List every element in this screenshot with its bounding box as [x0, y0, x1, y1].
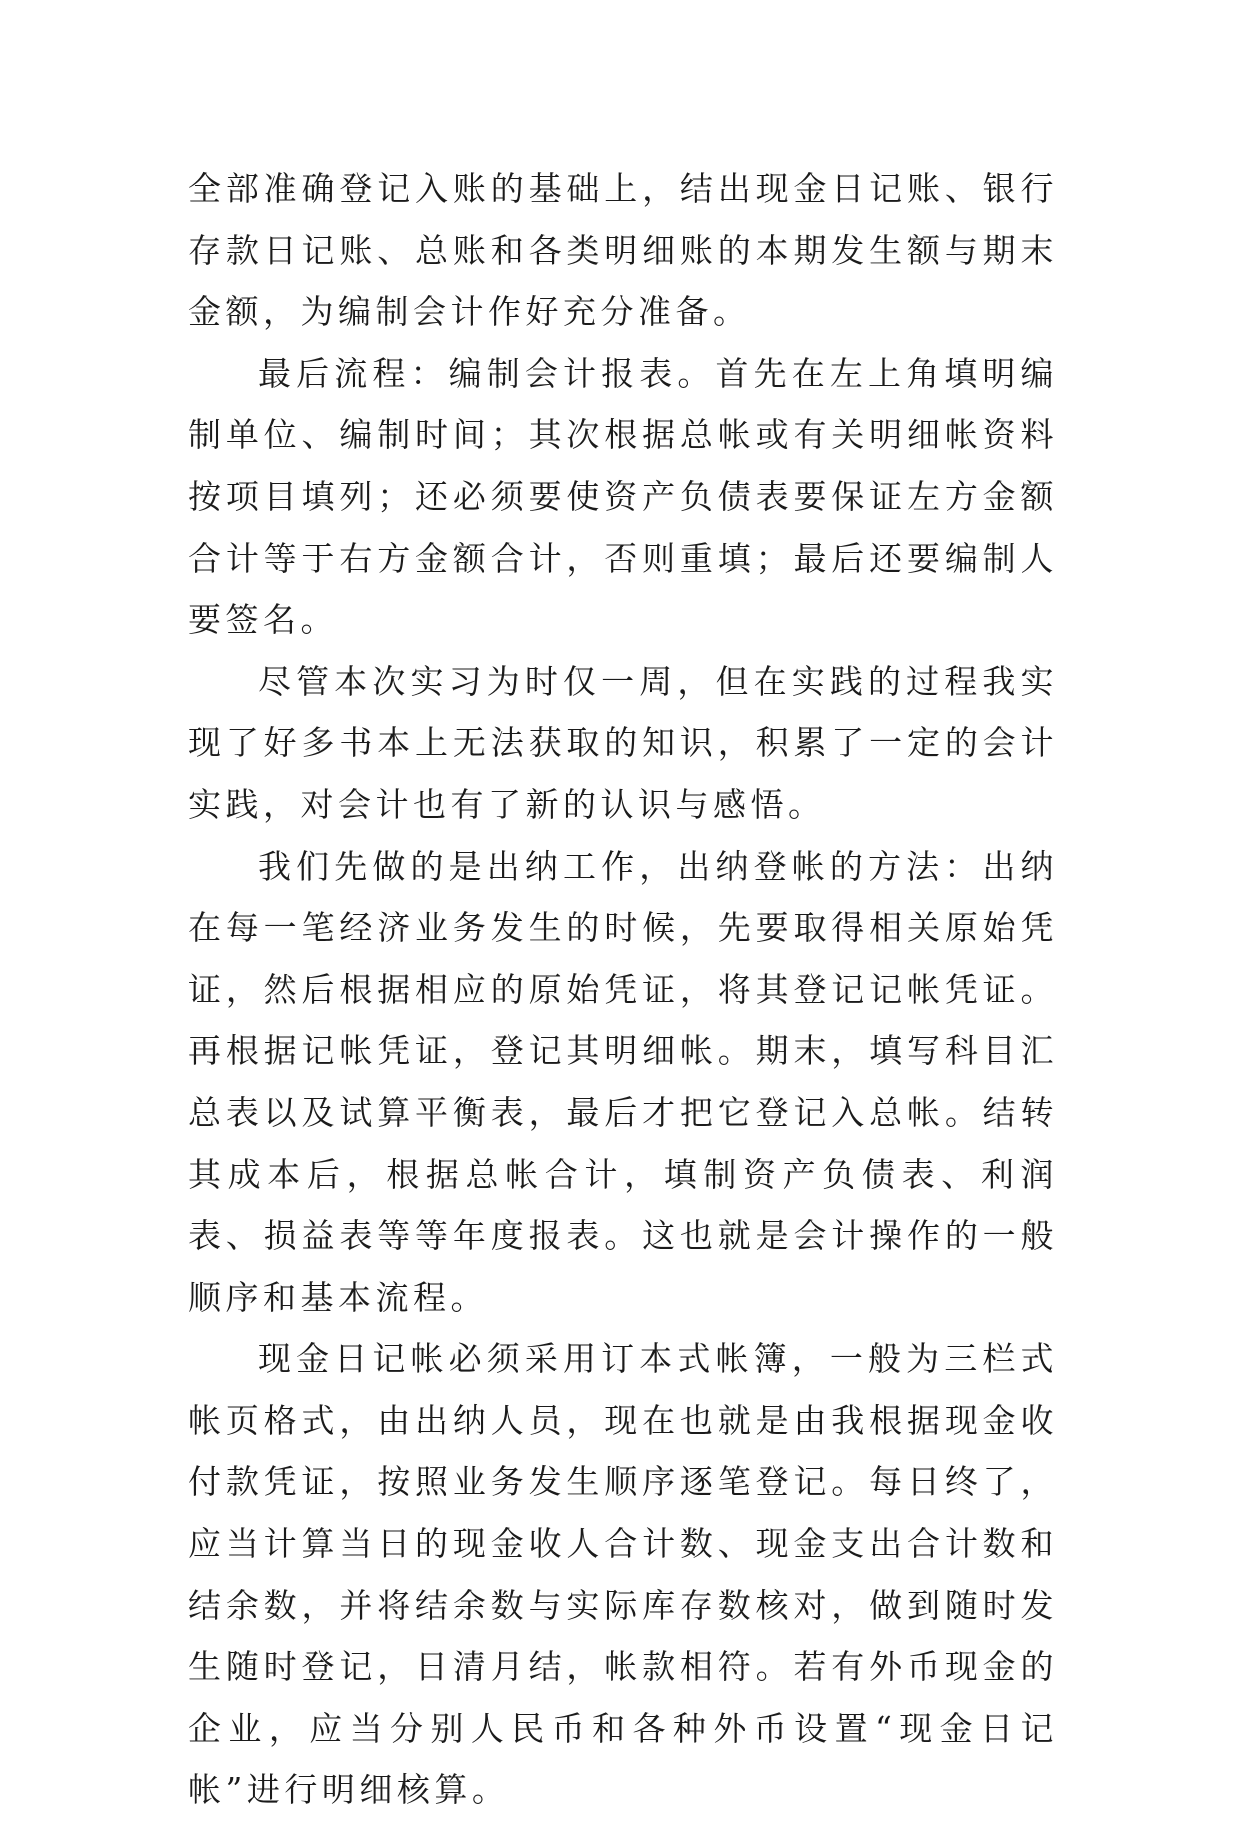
paragraph-4: 我们先做的是出纳工作，出纳登帐的方法：出纳在每一笔经济业务发生的时候，先要取得相关原始凭证，然后根据相应的原始凭证，将其登记记帐凭证。再根据记帐凭证，登记其明细帐。期末，填写科目汇总表以及试算平衡表，最后才把它登记入总帐。结转其成本后，根据总帐合计，填制资产负债表、利润表、损益表等等年度报表。这也就是会计操作的一般顺序和基本流程。 — [188, 846, 1058, 1317]
paragraph-1: 全部准确登记入账的基础上，结出现金日记账、银行存款日记账、总账和各类明细账的本期发生额与期末金额，为编制会计作好充分准备。 — [188, 169, 1058, 332]
paragraph-5: 现金日记帐必须采用订本式帐簿，一般为三栏式帐页格式，由出纳人员，现在也就是由我根据现金收付款凭证，按照业务发生顺序逐笔登记。每日终了，应当计算当日的现金收人合计数、现金支出合计数和结余数，并将结余数与实际库存数核对，做到随时发生随时登记，日清月结，帐款相符。若有外币现金的企业，应当分别人民币和各种外币设置“现金日记帐”进行明细核算。 — [188, 1339, 1058, 1810]
paragraph-3: 尽管本次实习为时仅一周，但在实践的过程我实现了好多书本上无法获取的知识，积累了一定的会计实践，对会计也有了新的认识与感悟。 — [188, 661, 1058, 824]
document-body — [188, 158, 1058, 1821]
paragraph-2: 最后流程：编制会计报表。首先在左上角填明编制单位、编制时间；其次根据总帐或有关明细帐资料按项目填列；还必须要使资产负债表要保证左方金额合计等于右方金额合计，否则重填；最后还要编制人要签名。 — [188, 353, 1058, 640]
